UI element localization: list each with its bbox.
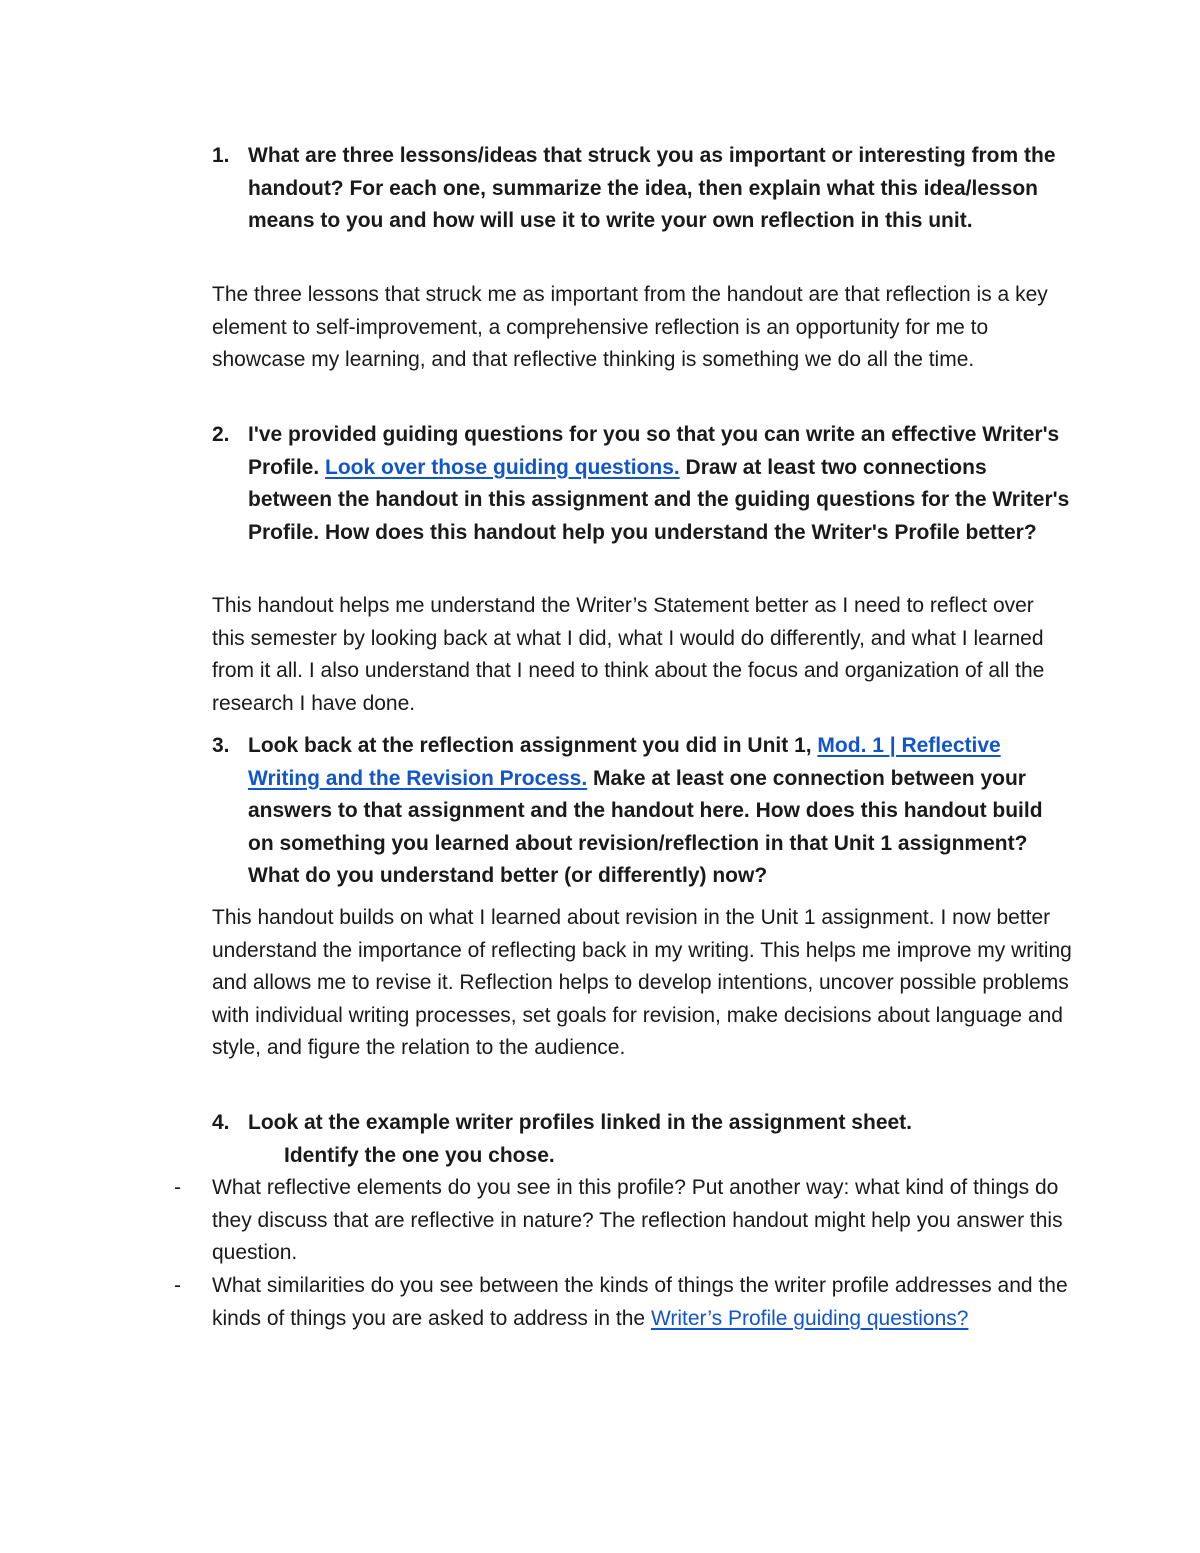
- mod-1-reflective-writing-link[interactable]: Mod. 1 | Reflective Writing and the Revision Process.: [248, 734, 1001, 790]
- question-1: [212, 140, 1072, 238]
- answer-2: This handout helps me understand the Writer’s Statement better as I need to reflect over this semester by looking back at what I did, what I would do differently, and what I learned from it all. I also understand that I need to think about the focus and organization of all the research I have done.: [212, 594, 1045, 715]
- question-text-part: I've provided guiding questions for you so that you can write an effective Writer's Profile.: [248, 423, 1060, 479]
- question-3: [212, 730, 1072, 893]
- question-text-part: Make at least one connection between your answers to that assignment and the handout here. How does this handout build on something you learned about revision/reflection in that Unit 1 assignment? What do you understand better (or differently) now?: [248, 766, 1043, 887]
- bullet-text: What similarities do you see between the kinds of things the writer profile addresses and the kinds of things you are asked to address in the: [212, 1274, 1068, 1330]
- question-number: 3.: [212, 734, 230, 757]
- guiding-questions-link[interactable]: Look over those guiding questions.: [325, 455, 680, 479]
- question-text: What are three lessons/ideas that struck you as important or interesting from the handout? For each one, summarize the idea, then explain what this idea/lesson means to you and how will use it to write your own reflection in this unit.: [248, 144, 1056, 232]
- question-number: 4.: [212, 1111, 230, 1134]
- bullet-item-1: [174, 1172, 1072, 1270]
- question-number: 2.: [212, 423, 230, 446]
- dash-bullet: -: [174, 1274, 181, 1297]
- dash-bullet: -: [174, 1176, 181, 1199]
- answer-1: The three lessons that struck me as important from the handout are that reflection is a key element to self-improvement, a comprehensive reflection is an opportunity for me to showcase my learning, and that reflective thinking is something we do all the time.: [212, 283, 1048, 371]
- question-text: [248, 730, 1072, 893]
- question-4: [212, 1107, 1072, 1172]
- bullet-text: What reflective elements do you see in this profile? Put another way: what kind of things do they discuss that are reflective in nature? The reflection handout might help you answer this question.: [212, 1176, 1063, 1264]
- question-text: Look at the example writer profiles linked in the assignment sheet.: [248, 1111, 913, 1134]
- question-number: 1.: [212, 144, 230, 167]
- question-text-part: Look back at the reflection assignment you did in Unit 1,: [248, 734, 818, 757]
- writers-profile-guiding-questions-link[interactable]: Writer’s Profile guiding questions?: [650, 1306, 969, 1330]
- answer-3: This handout builds on what I learned about revision in the Unit 1 assignment. I now better understand the importance of reflecting back in my writing. This helps me improve my writing and allows me to revise it. Reflection helps to develop intentions, uncover possible problems with individual writing processes, set goals for revision, make decisions about language and style, and figure the relation to the audience.: [212, 906, 1072, 1059]
- question-subtext: Identify the one you chose.: [284, 1143, 555, 1167]
- question-text-part: Draw at least two connections between the handout in this assignment and the guiding questions for the Writer's Profile. How does this handout help you understand the Writer's Profile better?: [248, 455, 1070, 544]
- question-text: [248, 419, 1072, 549]
- bullet-item-2: [174, 1270, 1072, 1335]
- question-2: [212, 419, 1072, 549]
